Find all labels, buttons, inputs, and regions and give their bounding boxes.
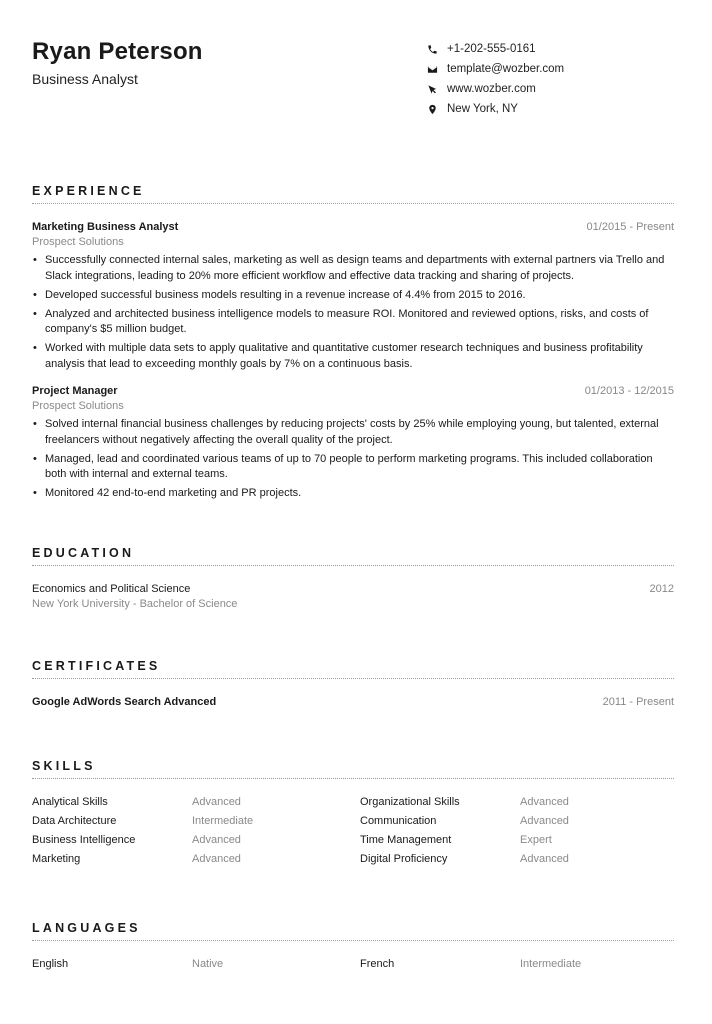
section-divider bbox=[32, 678, 674, 679]
skill-name: Analytical Skills bbox=[32, 796, 108, 808]
language-level: Intermediate bbox=[520, 958, 582, 970]
language-name: English bbox=[32, 958, 69, 970]
skill-name: Organizational Skills bbox=[360, 796, 460, 808]
section-divider bbox=[32, 778, 674, 779]
job-bullet: • Managed, lead and coordinated various teams of up to 70 people to perform marketing programs. This included collaboration both with internal and external teams. bbox=[32, 452, 674, 483]
language-level: Native bbox=[192, 958, 224, 970]
candidate-name: Ryan Peterson bbox=[32, 38, 203, 65]
languages-grid bbox=[32, 958, 674, 970]
contact-website[interactable] bbox=[426, 79, 564, 99]
contact-website-text[interactable]: www.wozber.com bbox=[447, 83, 536, 95]
languages-heading: LANGUAGES bbox=[32, 921, 141, 935]
skills-section bbox=[32, 759, 674, 865]
skill-level: Advanced bbox=[520, 853, 569, 865]
skill-name: Communication bbox=[360, 815, 437, 827]
contact-location-text: New York, NY bbox=[447, 103, 518, 115]
skill-level: Advanced bbox=[192, 853, 241, 865]
experience-heading: EXPERIENCE bbox=[32, 184, 145, 198]
candidate-title: Business Analyst bbox=[32, 71, 138, 87]
job-bullet: • Solved internal financial business challenges by reducing projects' costs by 25% while employing young, but talented, external freelancers without negatively affecting the overall quality of the project. bbox=[32, 417, 674, 448]
skill-name: Digital Proficiency bbox=[360, 853, 448, 865]
language-name: French bbox=[360, 958, 395, 970]
skill-name: Business Intelligence bbox=[32, 834, 136, 846]
education-heading: EDUCATION bbox=[32, 546, 135, 560]
job-dates: 01/2015 - Present bbox=[586, 221, 674, 233]
job-bullet: • Analyzed and architected business intelligence models to measure ROI. Monitored and reviewed options, risks, and costs of company's $5 million budget. bbox=[32, 307, 674, 338]
job-company: Prospect Solutions bbox=[32, 236, 124, 248]
certificates-section bbox=[32, 659, 674, 708]
job-bullets bbox=[32, 417, 674, 502]
job-entry bbox=[32, 385, 674, 502]
languages-section bbox=[32, 921, 674, 970]
job-dates: 01/2013 - 12/2015 bbox=[584, 385, 674, 397]
skill-level: Advanced bbox=[520, 796, 569, 808]
job-bullet: • Successfully connected internal sales, marketing as well as design teams and departments with external partners via Trello and Slack integrations, leading to 20% more efficient workflow and effective data tracking and sharing of projects. bbox=[32, 253, 674, 284]
phone-icon bbox=[426, 43, 438, 55]
job-title: Project Manager bbox=[32, 385, 118, 397]
contact-email[interactable] bbox=[426, 59, 564, 79]
section-divider bbox=[32, 940, 674, 941]
certificate-dates: 2011 - Present bbox=[602, 696, 674, 708]
job-company: Prospect Solutions bbox=[32, 400, 124, 412]
job-bullet: • Developed successful business models resulting in a revenue increase of 4.4% from 2015 to 2016. bbox=[32, 288, 674, 304]
location-pin-icon bbox=[426, 103, 438, 115]
job-bullets bbox=[32, 253, 674, 372]
cursor-icon bbox=[426, 83, 438, 95]
skill-level: Advanced bbox=[192, 796, 241, 808]
section-divider bbox=[32, 565, 674, 566]
education-section bbox=[32, 546, 674, 610]
contact-list bbox=[426, 39, 564, 119]
skill-name: Marketing bbox=[32, 853, 81, 865]
certificate-name: Google AdWords Search Advanced bbox=[32, 696, 217, 708]
job-entry bbox=[32, 221, 674, 372]
experience-section bbox=[32, 184, 674, 505]
skill-level: Expert bbox=[520, 834, 552, 846]
skill-level: Intermediate bbox=[192, 815, 254, 827]
certificates-heading: CERTIFICATES bbox=[32, 659, 161, 673]
section-divider bbox=[32, 203, 674, 204]
graduation-year: 2012 bbox=[649, 583, 674, 595]
degree-name: Economics and Political Science bbox=[32, 583, 191, 595]
job-bullet: • Worked with multiple data sets to apply qualitative and quantitative customer research techniques and business profitability analysis that lead to exceeding monthly goals by 7% on a continuous basis. bbox=[32, 341, 674, 372]
job-title: Marketing Business Analyst bbox=[32, 221, 179, 233]
skill-level: Advanced bbox=[192, 834, 241, 846]
skill-name: Time Management bbox=[360, 834, 452, 846]
skill-level: Advanced bbox=[520, 815, 569, 827]
skills-heading: SKILLS bbox=[32, 759, 96, 773]
job-bullet: • Monitored 42 end-to-end marketing and PR projects. bbox=[32, 486, 674, 502]
email-icon bbox=[426, 63, 438, 75]
school-name: New York University - Bachelor of Science bbox=[32, 598, 238, 610]
skills-grid bbox=[32, 796, 674, 865]
skill-name: Data Architecture bbox=[32, 815, 117, 827]
contact-phone bbox=[426, 39, 564, 59]
contact-email-text[interactable]: template@wozber.com bbox=[447, 63, 565, 75]
contact-phone-text: +1-202-555-0161 bbox=[447, 43, 536, 55]
contact-location bbox=[426, 99, 564, 119]
